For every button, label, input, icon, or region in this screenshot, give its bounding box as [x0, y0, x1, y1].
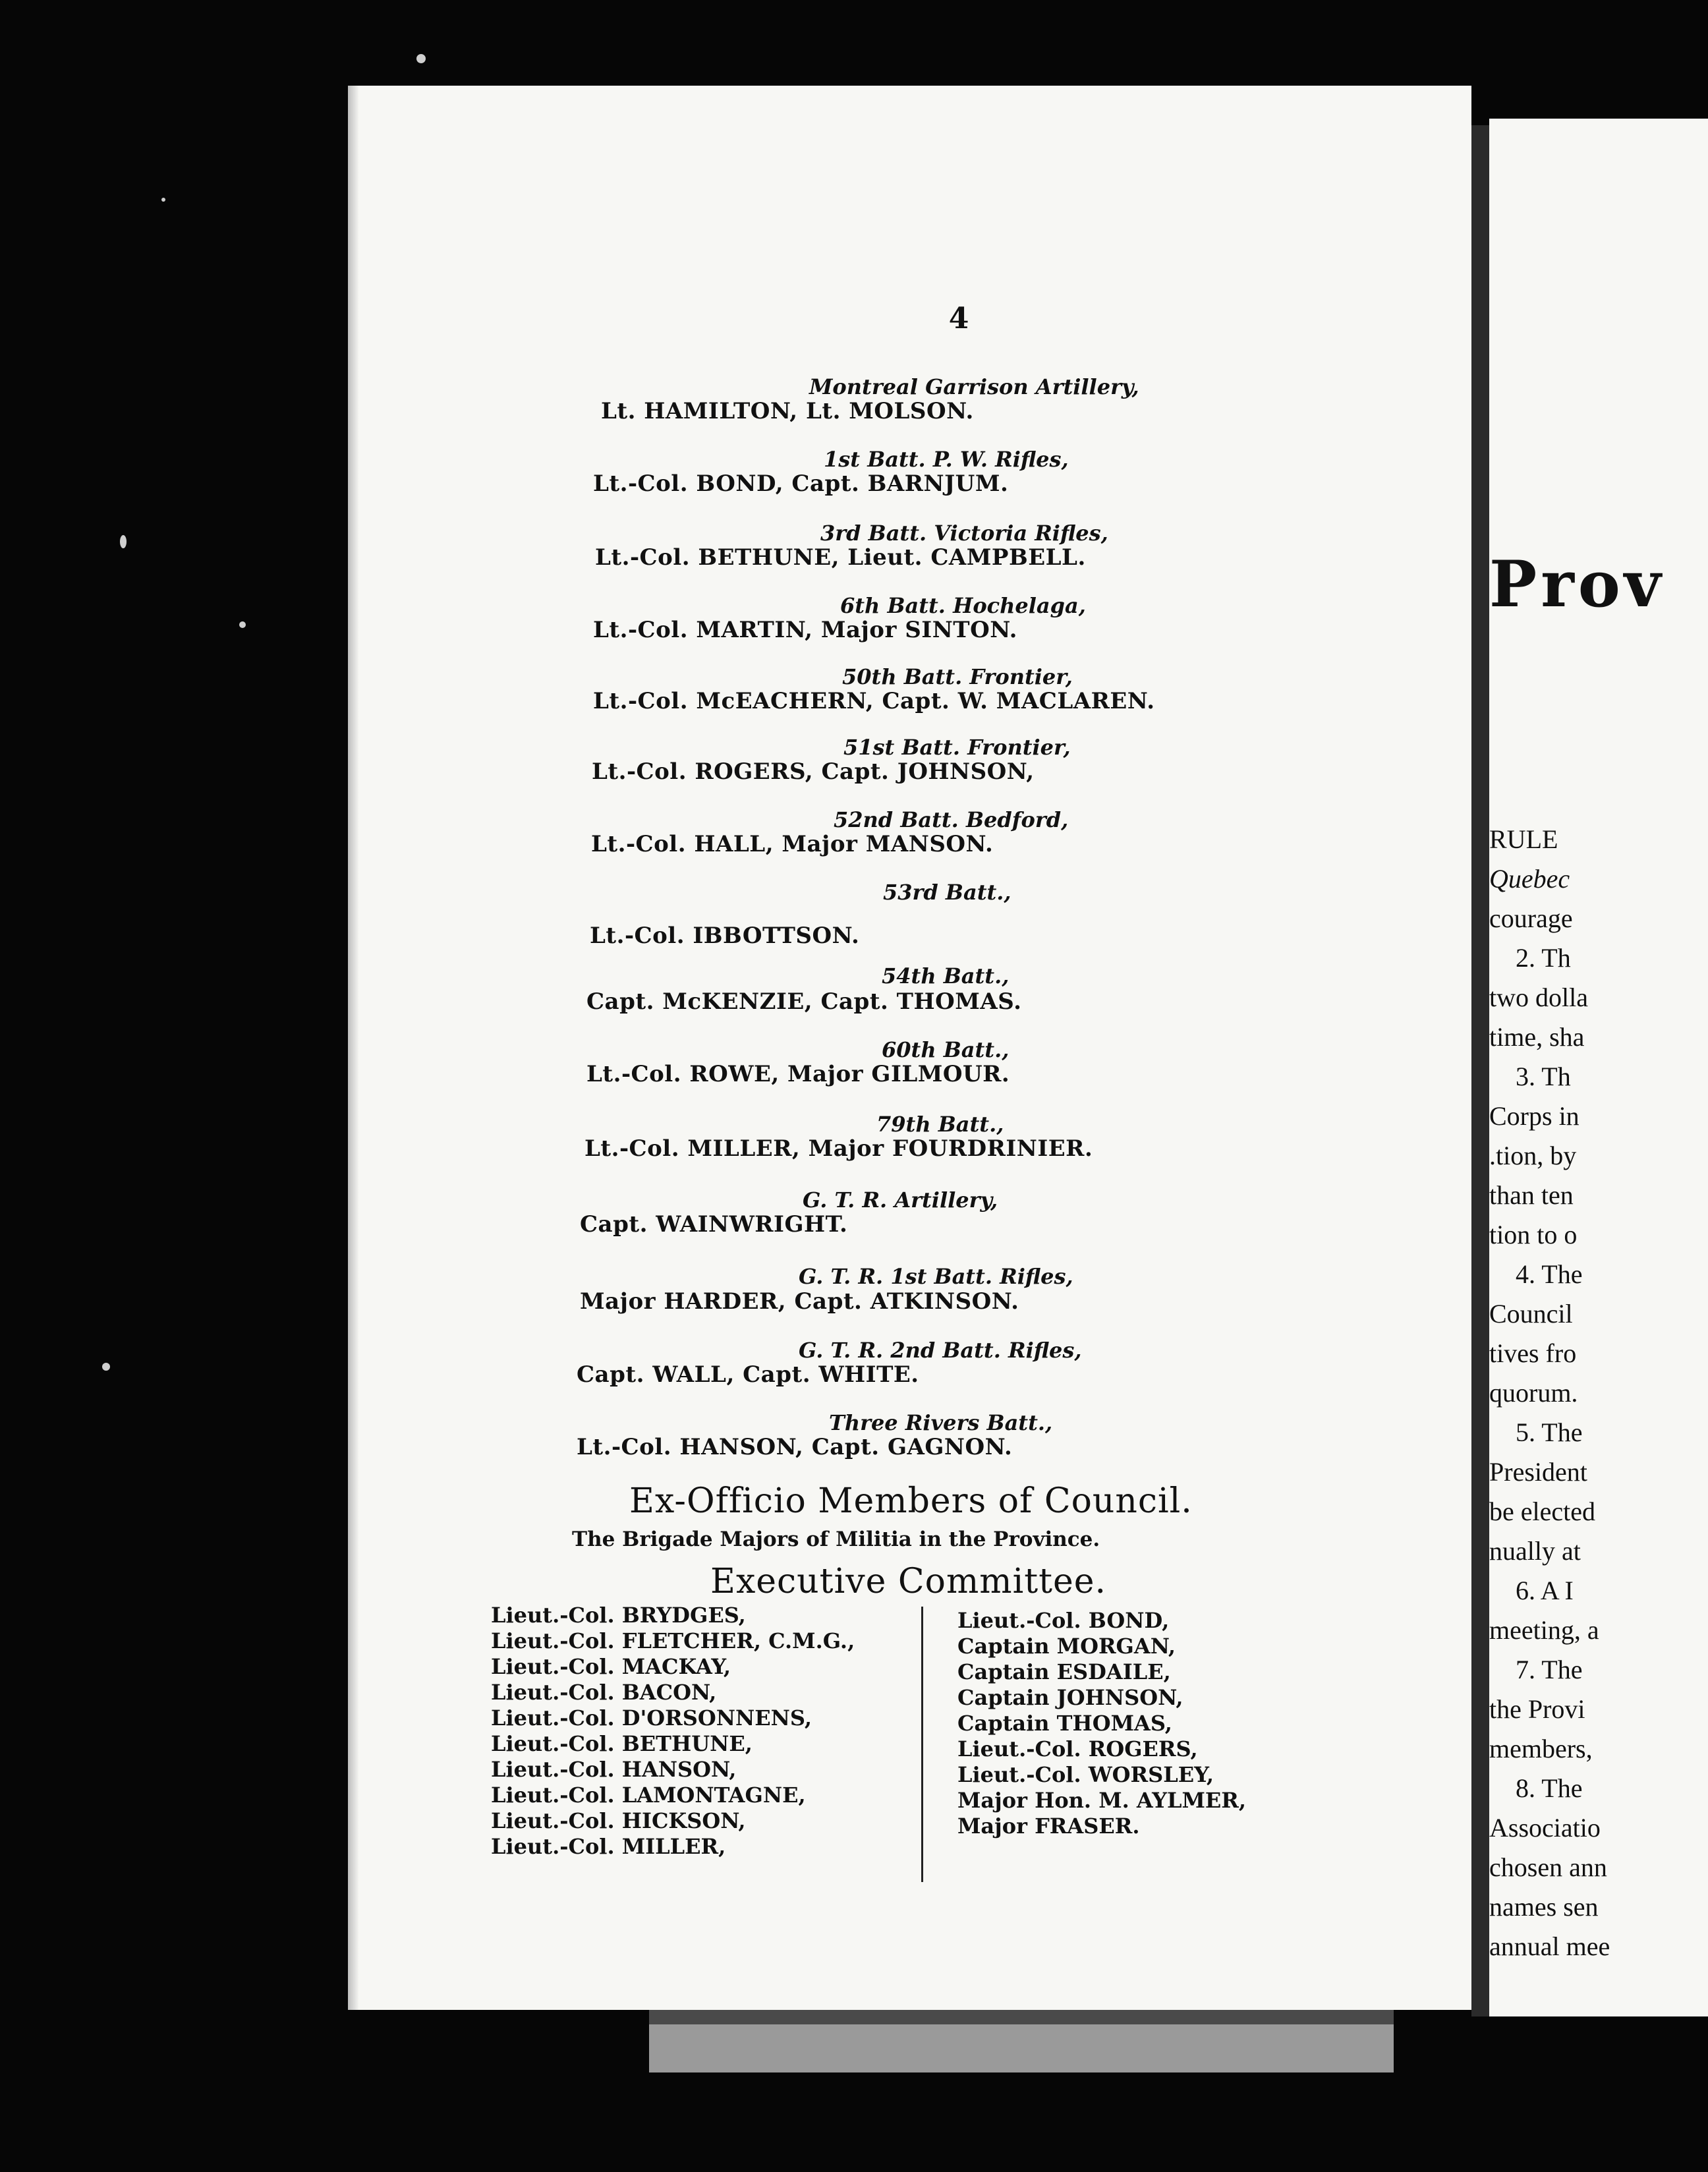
unit-name: G. T. R. 1st Batt. Rifles, [799, 1264, 1073, 1289]
facing-page-line: tion to o [1489, 1220, 1578, 1249]
facing-page-line: .tion, by [1489, 1141, 1577, 1170]
unit-name: G. T. R. 2nd Batt. Rifles, [799, 1338, 1082, 1363]
unit-officers: Lt.-Col. HANSON, Capt. GAGNON. [577, 1434, 1013, 1460]
facing-page-line: Corps in [1489, 1101, 1580, 1131]
facing-page-line: be elected [1489, 1497, 1595, 1526]
unit-name: Three Rivers Batt., [829, 1410, 1053, 1435]
scan-speck [102, 1363, 110, 1371]
committee-member: Captain THOMAS, [957, 1711, 1172, 1736]
executive-committee-heading: Executive Committee. [710, 1562, 1107, 1601]
facing-page-edge [1471, 125, 1489, 2016]
unit-officers: Lt.-Col. ROWE, Major GILMOUR. [586, 1061, 1010, 1087]
facing-page-line: quorum. [1489, 1378, 1578, 1408]
unit-name: 79th Batt., [876, 1112, 1004, 1137]
committee-member: Major Hon. M. AYLMER, [957, 1788, 1247, 1813]
unit-officers: Lt.-Col. MARTIN, Major SINTON. [593, 617, 1017, 643]
column-divider [921, 1607, 923, 1882]
committee-member: Major FRASER. [957, 1814, 1140, 1839]
committee-member: Lieut.-Col. D'ORSONNENS, [491, 1705, 812, 1730]
committee-member: Captain ESDAILE, [957, 1659, 1171, 1684]
committee-member: Lieut.-Col. HICKSON, [491, 1808, 746, 1833]
facing-page-title: Prov [1489, 547, 1665, 621]
unit-officers: Lt.-Col. BETHUNE, Lieut. CAMPBELL. [595, 544, 1086, 571]
committee-member: Captain MORGAN, [957, 1634, 1176, 1659]
unit-officers: Capt. McKENZIE, Capt. THOMAS. [586, 988, 1022, 1015]
facing-page-line: annual mee [1489, 1931, 1610, 1961]
unit-officers: Capt. WALL, Capt. WHITE. [577, 1361, 919, 1388]
facing-page-line: than ten [1489, 1180, 1574, 1210]
unit-name: 1st Batt. P. W. Rifles, [824, 447, 1069, 472]
scan-speck [416, 54, 426, 63]
facing-page-line: two dolla [1489, 983, 1588, 1012]
scan-speck [120, 535, 127, 548]
committee-member: Lieut.-Col. FLETCHER, C.M.G., [491, 1628, 855, 1653]
unit-officers: Capt. WAINWRIGHT. [580, 1211, 848, 1238]
unit-officers: Lt. HAMILTON, Lt. MOLSON. [601, 398, 974, 424]
ex-officio-heading: Ex-Officio Members of Council. [629, 1481, 1193, 1521]
committee-member: Lieut.-Col. ROGERS, [957, 1736, 1198, 1761]
ex-officio-text: The Brigade Majors of Militia in the Province. [572, 1528, 1100, 1551]
unit-name: 51st Batt. Frontier, [843, 735, 1071, 760]
facing-page-line: names sen [1489, 1892, 1599, 1922]
unit-name: 54th Batt., [882, 963, 1010, 988]
unit-officers: Lt.-Col. IBBOTTSON. [590, 923, 860, 949]
facing-page-line: 7. The [1516, 1655, 1583, 1684]
facing-page-line: the Provi [1489, 1694, 1585, 1724]
facing-page-line: 8. The [1516, 1773, 1583, 1803]
unit-name: G. T. R. Artillery, [803, 1187, 998, 1213]
committee-member: Lieut.-Col. MACKAY, [491, 1654, 731, 1679]
unit-name: 53rd Batt., [883, 880, 1011, 905]
facing-page-line: 5. The [1516, 1417, 1583, 1447]
committee-member: Captain JOHNSON, [957, 1685, 1183, 1710]
unit-name: 60th Batt., [882, 1037, 1010, 1062]
committee-member: Lieut.-Col. LAMONTAGNE, [491, 1783, 806, 1808]
facing-page-line: Associatio [1489, 1813, 1601, 1843]
unit-officers: Lt.-Col. BOND, Capt. BARNJUM. [593, 471, 1009, 497]
scan-speck [239, 621, 246, 628]
facing-page [1489, 119, 1708, 2016]
facing-page-line: tives fro [1489, 1338, 1577, 1368]
committee-member: Lieut.-Col. BRYDGES, [491, 1603, 746, 1628]
unit-officers: Lt.-Col. McEACHERN, Capt. W. MACLAREN. [593, 688, 1155, 714]
scan-speck [161, 198, 165, 202]
unit-officers: Lt.-Col. HALL, Major MANSON. [591, 831, 994, 857]
committee-member: Lieut.-Col. BOND, [957, 1608, 1170, 1633]
unit-officers: Major HARDER, Capt. ATKINSON. [580, 1288, 1019, 1315]
facing-page-line: nually at [1489, 1536, 1581, 1566]
facing-page-line: 3. Th [1516, 1062, 1571, 1091]
facing-page-line: RULE [1489, 824, 1558, 854]
committee-member: Lieut.-Col. WORSLEY, [957, 1762, 1214, 1787]
page-bottom-shadow [649, 2010, 1394, 2024]
unit-name: 3rd Batt. Victoria Rifles, [820, 521, 1108, 546]
facing-page-line: Quebec [1489, 864, 1570, 894]
committee-member: Lieut.-Col. MILLER, [491, 1834, 726, 1859]
unit-name: 6th Batt. Hochelaga, [840, 593, 1086, 618]
facing-page-line: 6. A I [1516, 1576, 1574, 1605]
unit-name: 52nd Batt. Bedford, [834, 807, 1069, 832]
facing-page-line: members, [1489, 1734, 1593, 1763]
facing-page-line: courage [1489, 903, 1573, 933]
facing-page-line: time, sha [1489, 1022, 1585, 1052]
committee-member: Lieut.-Col. HANSON, [491, 1757, 737, 1782]
page-number: 4 [948, 302, 969, 335]
facing-page-line: chosen ann [1489, 1852, 1607, 1882]
unit-name: 50th Batt. Frontier, [842, 664, 1073, 689]
facing-page-line: 2. Th [1516, 943, 1571, 973]
facing-page-line: meeting, a [1489, 1615, 1599, 1645]
committee-member: Lieut.-Col. BETHUNE, [491, 1731, 753, 1756]
facing-page-line: 4. The [1516, 1259, 1583, 1289]
committee-member: Lieut.-Col. BACON, [491, 1680, 717, 1705]
page-edge [348, 86, 358, 2010]
executive-left-column [491, 1603, 855, 1860]
facing-page-line: Council [1489, 1299, 1573, 1329]
facing-page-line: President [1489, 1457, 1587, 1487]
unit-officers: Lt.-Col. ROGERS, Capt. JOHNSON, [592, 758, 1035, 785]
executive-right-column [957, 1608, 1246, 1839]
unit-name: Montreal Garrison Artillery, [809, 374, 1139, 399]
unit-officers: Lt.-Col. MILLER, Major FOURDRINIER. [584, 1135, 1093, 1162]
